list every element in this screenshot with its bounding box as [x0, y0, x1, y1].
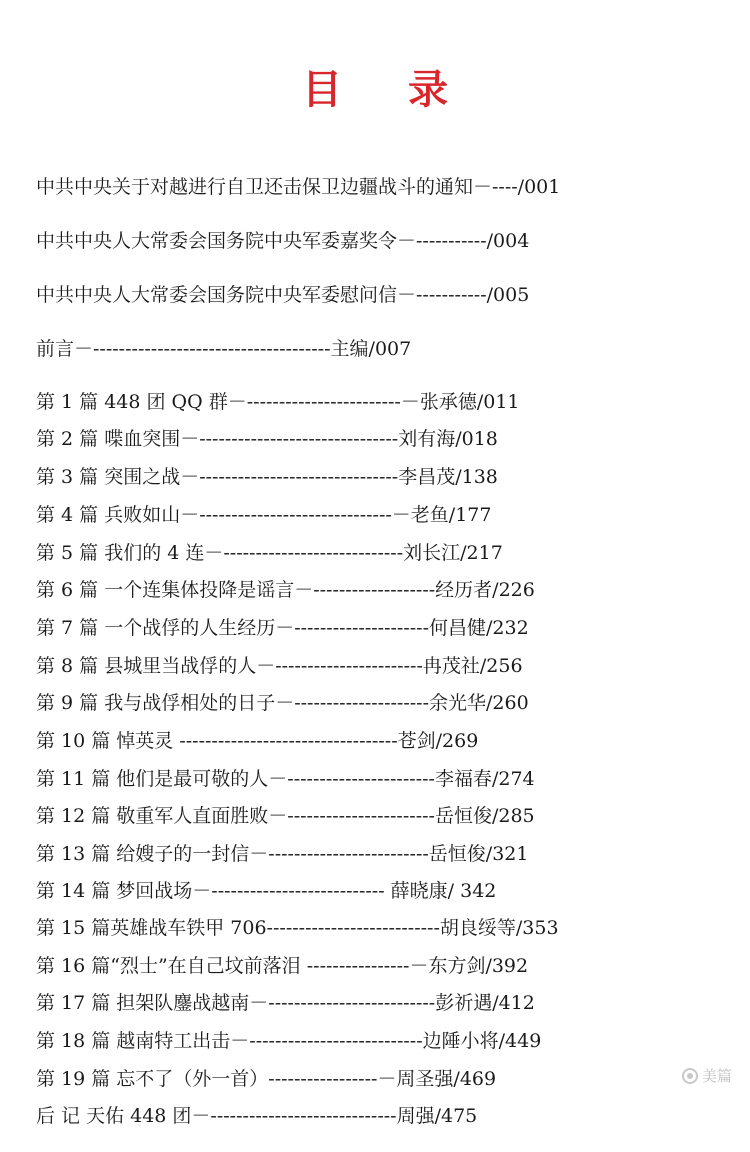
- toc-entry: 中共中央人大常委会国务院中央军委慰问信－-----------/005: [36, 284, 530, 306]
- meipian-logo-icon: [682, 1068, 698, 1084]
- toc-entry: 第 13 篇 给嫂子的一封信－-------------------------岳恒俊/321: [36, 843, 529, 865]
- toc-entry: 后 记 天佑 448 团－-----------------------------周强/475: [36, 1105, 478, 1127]
- toc-entry: 第 4 篇 兵败如山－------------------------------－老鱼/177: [36, 504, 492, 526]
- toc-entry: 第 6 篇 一个连集体投降是谣言－-------------------经历者/226: [36, 579, 535, 601]
- toc-entry: 第 16 篇“烈士”在自己坟前落泪 ----------------－东方剑/392: [36, 955, 529, 977]
- toc-entry: 第 1 篇 448 团 QQ 群－------------------------－张承德/011: [36, 391, 520, 413]
- watermark-text: 美篇: [701, 1067, 732, 1085]
- toc-entry: 中共中央关于对越进行自卫还击保卫边疆战斗的通知－----/001: [36, 176, 561, 198]
- toc-entry: 第 15 篇英雄战车铁甲 706---------------------------胡良绥等/353: [36, 917, 559, 939]
- toc-entry: 中共中央人大常委会国务院中央军委嘉奖令－-----------/004: [36, 230, 530, 252]
- page-title: 目 录: [302, 66, 474, 113]
- toc-entry: 第 14 篇 梦回战场－--------------------------- 薛晓康/ 342: [36, 880, 497, 902]
- toc-entry: 第 12 篇 敬重军人直面胜败－-----------------------岳恒俊/285: [36, 805, 535, 827]
- toc-entry: 第 17 篇 担架队鏖战越南－--------------------------彭祈遇/412: [36, 992, 535, 1014]
- toc-entry: 第 10 篇 悼英灵 ----------------------------------苍剑/269: [36, 730, 479, 752]
- toc-entry: 第 9 篇 我与战俘相处的日子－---------------------余光华/260: [36, 692, 529, 714]
- toc-entry: 第 8 篇 县城里当战俘的人－-----------------------冉茂社/256: [36, 655, 523, 677]
- toc-entry: 第 18 篇 越南特工出击－---------------------------边陲小将/449: [36, 1030, 542, 1052]
- toc-entry: 第 7 篇 一个战俘的人生经历－---------------------何昌健/232: [36, 617, 529, 639]
- toc-entry: 第 11 篇 他们是最可敬的人－-----------------------李福春/274: [36, 768, 535, 790]
- toc-entry: 第 5 篇 我们的 4 连－----------------------------刘长江/217: [36, 542, 503, 564]
- toc-entry: 第 2 篇 喋血突围－-------------------------------刘有海/018: [36, 428, 498, 450]
- toc-entry: 第 19 篇 忘不了（外一首）-----------------－周圣强/469: [36, 1068, 497, 1090]
- toc-entry: 第 3 篇 突围之战－-------------------------------李昌茂/138: [36, 466, 498, 488]
- meipian-watermark: [682, 1065, 732, 1086]
- toc-entry: 前言－-------------------------------------主编/007: [36, 338, 412, 360]
